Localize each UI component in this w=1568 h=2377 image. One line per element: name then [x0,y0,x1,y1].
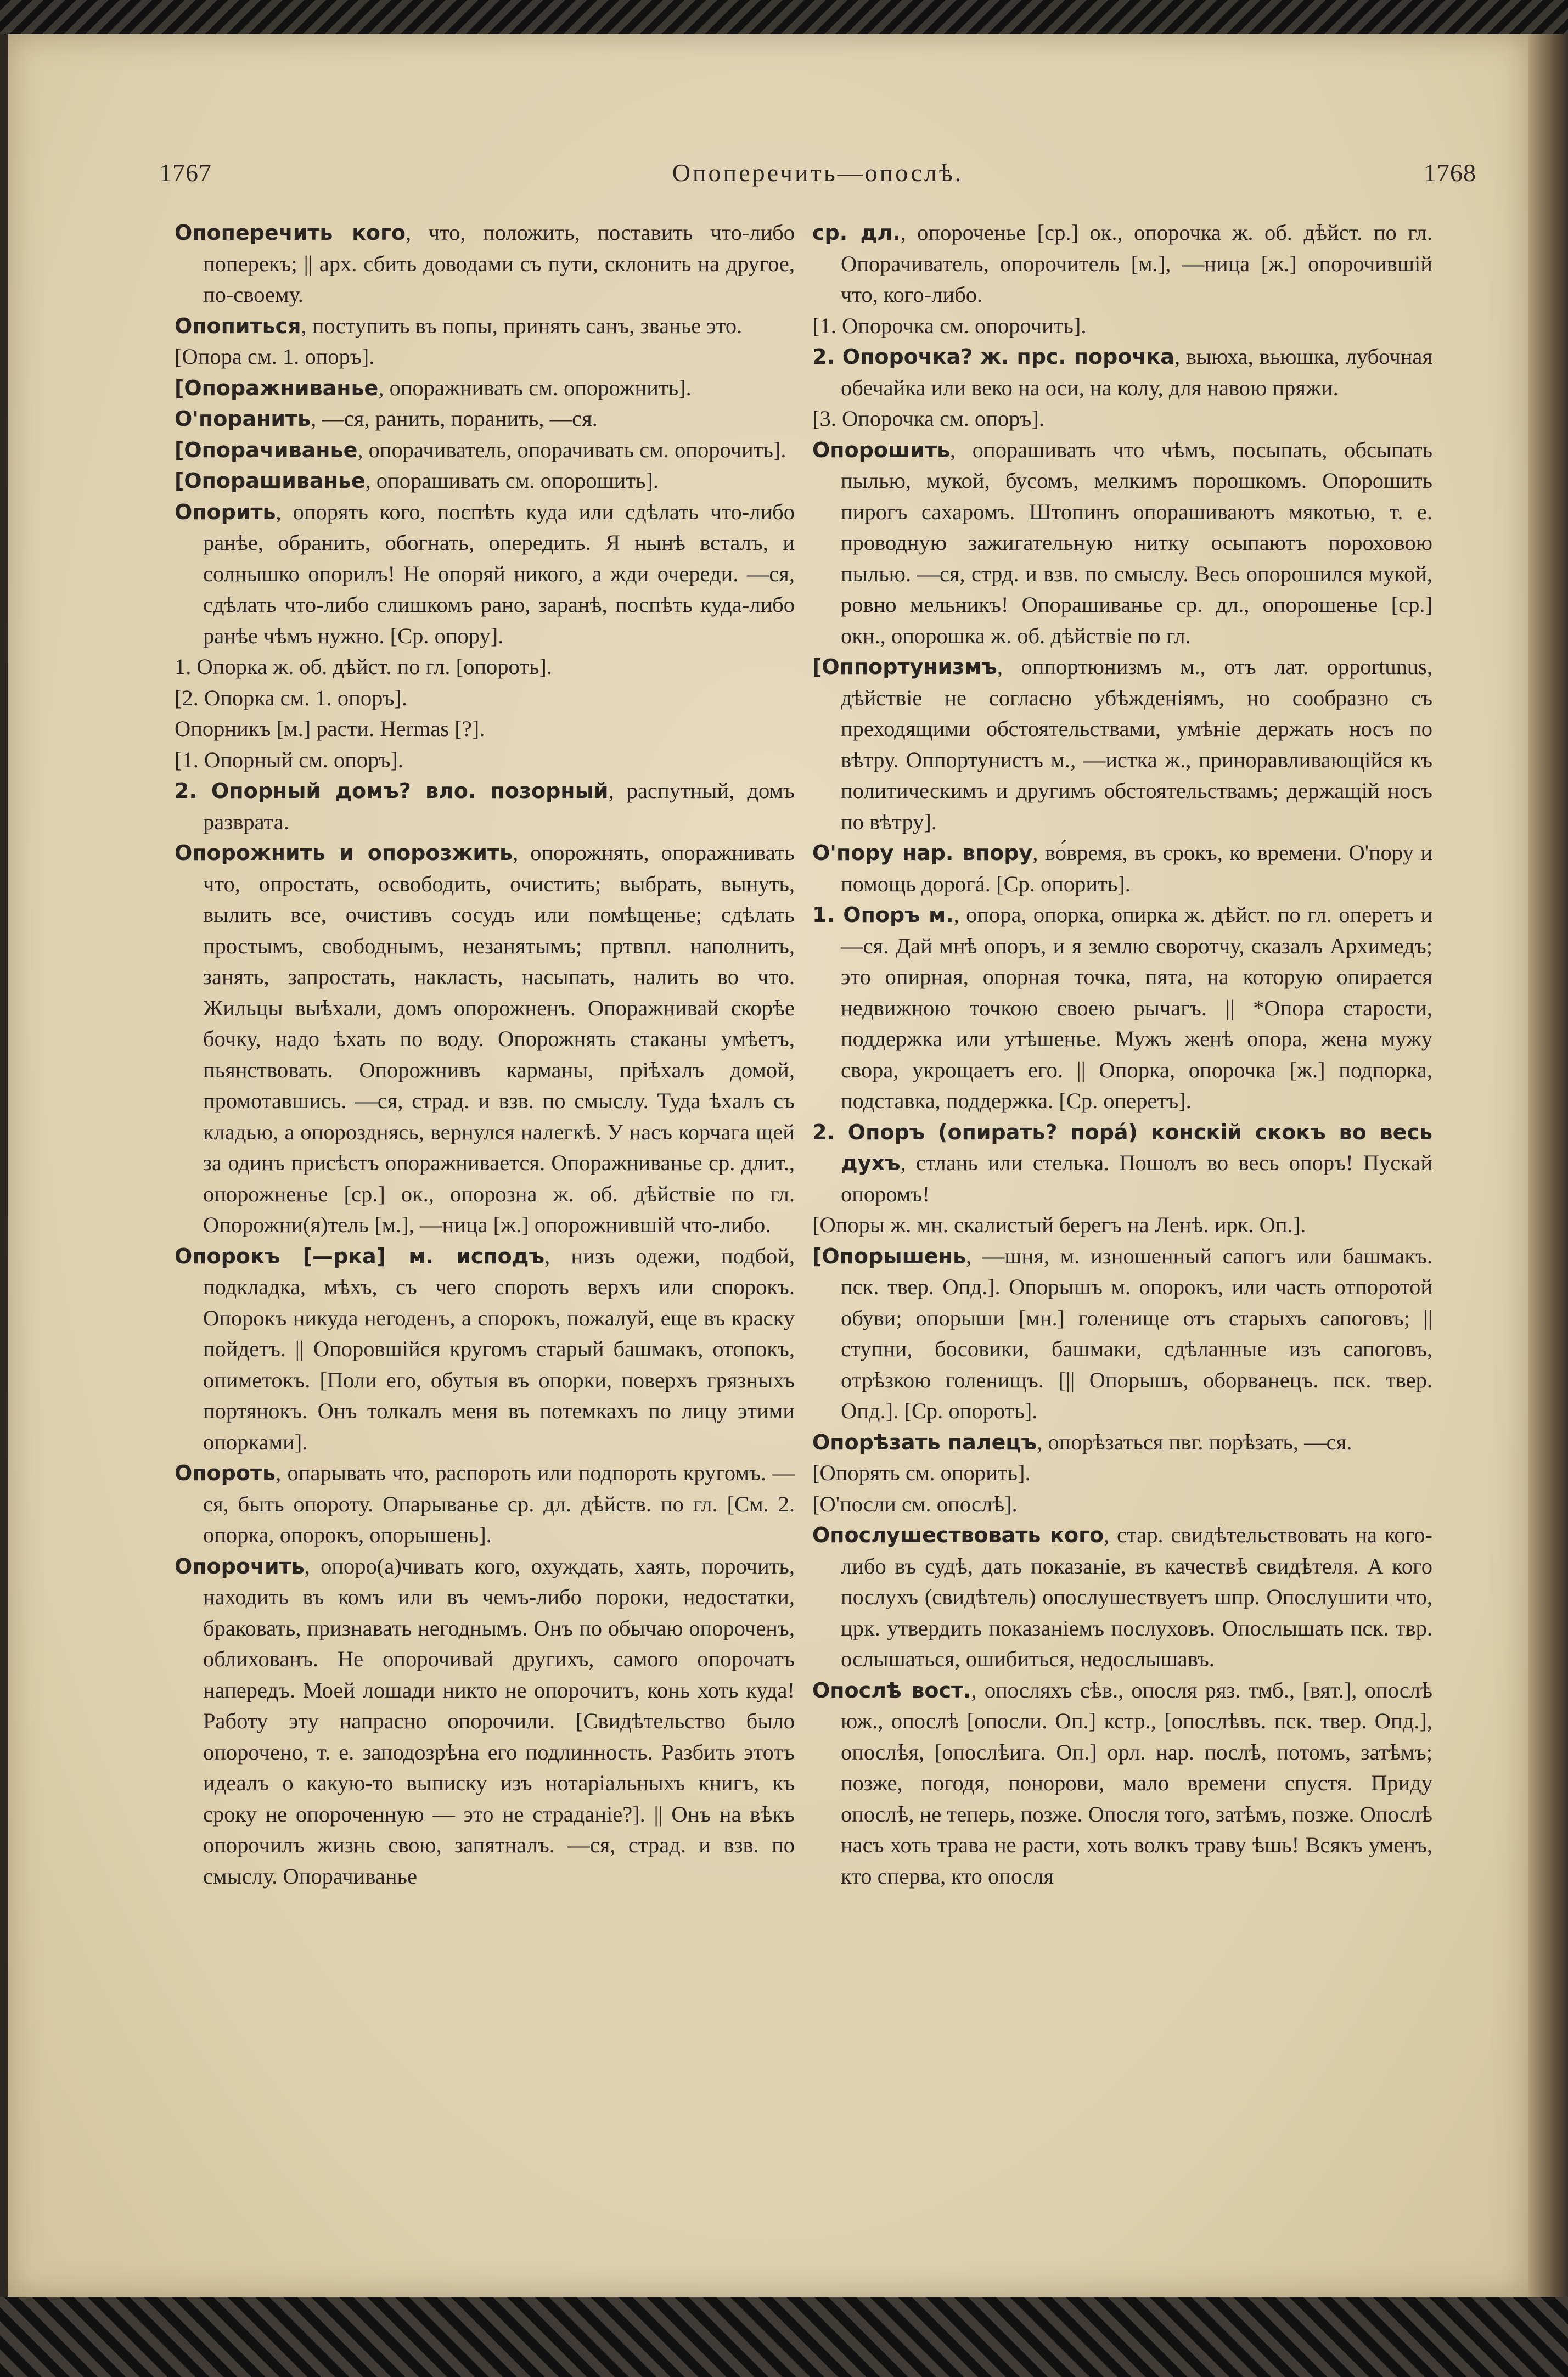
entry-headword: [Оппортунизмъ [812,655,997,679]
entry-headword: Опороть [175,1461,276,1485]
entry-headword: 1. Опоръ м. [812,903,954,927]
dictionary-entry: [1. Опорный см. опоръ]. [175,747,403,772]
dictionary-entry: Опорокъ [—рка] м. исподъ, низъ одежи, подбой, подкладка, мѣхъ, съ чего спороть верхъ или спорокъ. Опорокъ никуда негоденъ, а спорокъ, пожалуй, еще въ краску пойдетъ. || Опоровшійся кругомъ старый башмакъ, отопокъ, опиметокъ. [Поли его, обутыя въ опорки, поверхъ грязныхъ портянокъ. Онъ толкалъ меня въ потемкахъ по лицу этими опорками]. [175,1243,795,1454]
dictionary-entry: [1. Опорочка см. опорочить]. [812,313,1087,338]
dictionary-entry: [Опорять см. опорить]. [812,1460,1031,1485]
dictionary-entry: [Опорашиванье, опорашивать см. опорошить]. [175,468,659,493]
dictionary-entry: Опопиться, поступить въ попы, принять санъ, званье это. [175,313,743,338]
entry-headword: [Опорашиванье [175,469,366,493]
entry-headword: Опорить [175,499,276,524]
dictionary-entry: Опорить, опорять кого, поспѣть куда или сдѣлать что-либо ранѣе, обранить, обогнать, опередить. Я нынѣ всталъ, и солнышко опорилъ! Не опоряй никого, а жди очереди. —ся, сдѣлать что-либо слишкомъ рано, заранѣ, поспѣть куда-либо ранѣе чѣмъ нужно. [Ср. опору]. [175,499,795,648]
dictionary-entry: [3. Опорочка см. опоръ]. [812,406,1044,431]
entry-headword: Опорокъ [—рка] м. исподъ [175,1244,545,1268]
dictionary-entry: Опороть, опарывать что, распороть или подпороть кругомъ. —ся, быть опороту. Опарыванье ср. дл. дѣйств. по гл. [См. 2. опорка, опорокъ, опорышень]. [175,1460,795,1547]
entry-headword: Опорожнить и опорозжить [175,841,513,865]
entry-headword: Опорѣзать палецъ [812,1430,1037,1454]
entry-headword: Опоперечить кого [175,221,406,245]
entry-headword: [Опоражниванье [175,375,379,400]
dictionary-entry: [О'посли см. опослѣ]. [812,1491,1018,1516]
entry-headword: [Опорышень [812,1244,966,1268]
dictionary-entry: Опорникъ [м.] расти. Hermas [?]. [175,716,485,741]
dictionary-entry: ср. дл., опороченье [ср.] ок., опорочка ж. об. дѣйст. по гл. Опорачиватель, опорочитель [м.], —ница [ж.] опорочившій что, кого-либо. [812,220,1432,307]
entry-headword: Опорошить [812,437,951,462]
dictionary-entry: 2. Опорочка? ж. прс. порочка, выюха, вьюшка, лубочная обечайка или веко на оси, на колу, для навою пряжи. [812,344,1432,400]
entry-headword: Опопиться [175,313,301,338]
page-header [159,158,1476,202]
dictionary-entry: [Опорачиванье, опорачиватель, опорачивать см. опорочить]. [175,437,786,462]
scan-border-top [0,0,1568,34]
entry-headword: О'пору нар. впору [812,841,1033,865]
entry-headword: 2. Опорный домъ? вло. позорный [175,779,609,803]
dictionary-entry: 2. Опорный домъ? вло. позорный, распутный, домъ разврата. [175,778,795,834]
entry-headword: [Опорачиванье [175,437,358,462]
page-number-right: 1768 [1424,159,1476,187]
page-title: Опоперечить—опослѣ. [672,159,964,187]
dictionary-entry: [2. Опорка см. 1. опоръ]. [175,685,407,710]
scan-border-bottom [0,2297,1568,2377]
dictionary-entry: Опослѣ вост., опосляхъ сѣв., опосля ряз. тмб., [вят.], опослѣ юж., опослѣ [опосли. Оп.] кстр., [опослѣвъ. пск. твер. Опд.], опослѣя, [опослѣига. Оп.] орл. нар. послѣ, потомъ, затѣмъ; позже, погодя, понорови, мало времени спустя. Приду опослѣ, не теперь, позже. Опосля того, затѣмъ, позже. Опослѣ насъ хоть трава не расти, хоть волкъ траву ѣшь! Всякъ уменъ, кто сперва, кто опосля [812,1677,1432,1889]
entry-headword: Опослушествовать кого [812,1523,1104,1547]
dictionary-entry: О'поранить, —ся, ранить, поранить, —ся. [175,406,598,431]
entry-headword: О'поранить [175,407,311,431]
dictionary-entry: 1. Опоръ м., опора, опорка, опирка ж. дѣйст. по гл. оперетъ и —ся. Дай мнѣ опоръ, и я землю своротчу, сказалъ Архимедъ; это опирная, опорная точка, пята, на которую опирается недвижною точкою своею рычагъ. || *Опора старости, поддержка или утѣшенье. Мужъ женѣ опора, жена мужу свора, укрощаетъ его. || Опорка, опорочка [ж.] подпорка, подставка, поддержка. [Ср. оперетъ]. [812,902,1432,1113]
entry-headword: Опорочить [175,1554,305,1578]
scan-border-left [0,34,8,2297]
dictionary-entry: [Опора см. 1. опоръ]. [175,344,375,369]
column-right [812,217,1432,2259]
dictionary-entry: Опорошить, опорашивать что чѣмъ, посыпать, обсыпать пылью, мукой, бусомъ, мелкимъ порошкомъ. Опорошить пирогъ сахаромъ. Штопинъ опорашиваютъ мякотью, т. е. проводную зажигательную нитку осыпаютъ пороховою пылью. —ся, стрд. и взв. по смыслу. Весь опорошился мукой, ровно мельникъ! Опорашиванье ср. дл., опорошенье [ср.] окн., опорошка ж. об. дѣйствіе по гл. [812,437,1432,648]
book-gutter [1528,34,1568,2297]
dictionary-entry: Опорѣзать палецъ, опорѣзаться пвг. порѣзать, —ся. [812,1429,1352,1454]
dictionary-entry: Опоперечить кого, что, положить, поставить что-либо поперекъ; || арх. сбить доводами съ пути, склонить на другое, по-своему. [175,220,795,307]
entry-headword: ср. дл. [812,221,901,245]
dictionary-entry: [Оппортунизмъ, оппортюнизмъ м., отъ лат. opportunus, дѣйствіе не согласно убѣжденіямъ, но сообразно съ преходящими обстоятельствами, умѣніе держать носъ по вѣтру. Оппортунистъ м., —истка ж., приноравливающійся къ политическимъ и другимъ обстоятельствамъ; держащій носъ по вѣтру]. [812,654,1432,834]
entry-headword: 2. Опоръ (опирать? порá) конскій скокъ во весь духъ [812,1120,1432,1175]
entry-headword: 2. Опорочка? ж. прс. порочка [812,345,1174,369]
dictionary-entry: [Опоры ж. мн. скалистый берегъ на Ленѣ. ирк. Оп.]. [812,1212,1306,1237]
dictionary-entry: Опорожнить и опорозжить, опорожнять, опоражнивать что, опростать, освободить, очистить; выбрать, вынуть, вылить все, очистивъ сосудъ или помѣщенье; сдѣлать простымъ, свободнымъ, незанятымъ; пртвпл. наполнить, занять, запростать, накласть, насыпать, налить во что. Жильцы выѣхали, домъ опорожненъ. Опоражнивай скорѣе бочку, надо ѣхать по воду. Опорожнять стаканы умѣетъ, пьянствовать. Опорожнивъ карманы, пріѣхалъ домой, промотавшись. —ся, страд. и взв. по смыслу. Туда ѣхалъ съ кладью, а опорозднясь, вернулся налегкѣ. У насъ корчага щей за одинъ присѣстъ опоражнивается. Опоражниванье ср. длит., опорожненье [ср.] ок., опорозна ж. об. дѣйствіе по гл. Опорожни(я)тель [м.], —ница [ж.] опорожнившій что-либо. [175,840,795,1237]
entry-headword: Опослѣ вост. [812,1678,971,1702]
dictionary-entry: [Опоражниванье, опоражнивать см. опорожнить]. [175,375,692,400]
dictionary-entry: Опослушествовать кого, стар. свидѣтельствовать на кого-либо въ судѣ, дать показаніе, въ качествѣ свидѣтеля. А кого послухъ (свидѣтель) опослушествуетъ шпр. Опослушити что, црк. утвердить показаніемъ послуховъ. Опослышать пск. твр. ослышаться, ошибиться, недослышавъ. [812,1522,1432,1671]
page-number-left: 1767 [159,159,212,187]
dictionary-entry: О'пору нар. впору, во́время, въ срокъ, ко времени. О'пору и помощь дорогá. [Ср. опорить]. [812,840,1432,896]
dictionary-entry: 2. Опоръ (опирать? порá) конскій скокъ во весь духъ, стлань или стелька. Пошолъ во весь опоръ! Пускай опоромъ! [812,1120,1432,1206]
dictionary-entry: Опорочить, опоро(а)чивать кого, охуждать, хаять, порочить, находить въ комъ или въ чемъ-либо пороки, недостатки, браковать, признавать негоднымъ. Онъ по обычаю опороченъ, облихованъ. Не опорочивай другихъ, самого опорочатъ напередъ. Моей лошади никто не опорочитъ, конь хоть куда! Работу эту напрасно опорочили. [Свидѣтельство было опорочено, т. е. заподозрѣна его подлинность. Разбить этотъ идеалъ о какую-то выписку изъ нотаріальныхъ книгъ, къ сроку не опороченную — это не страданіе?]. || Онъ на вѣкъ опорочилъ жизнь свою, запятналъ. —ся, страд. и взв. по смыслу. Опорачиванье [175,1553,795,1889]
dictionary-entry: 1. Опорка ж. об. дѣйст. по гл. [опороть]. [175,654,553,679]
dictionary-entry: [Опорышень, —шня, м. изношенный сапогъ или башмакъ. пск. твер. Опд.]. Опорышъ м. опорокъ, или часть отпоротой обуви; опорыши [мн.] голенище отъ старыхъ сапоговъ; || ступни, босовики, башмаки, сдѣланные изъ сапоговъ, отрѣзкою голенищъ. [|| Опорышъ, оборванецъ. пск. твер. Опд.]. [Ср. опороть]. [812,1243,1432,1423]
column-left [175,217,795,2259]
